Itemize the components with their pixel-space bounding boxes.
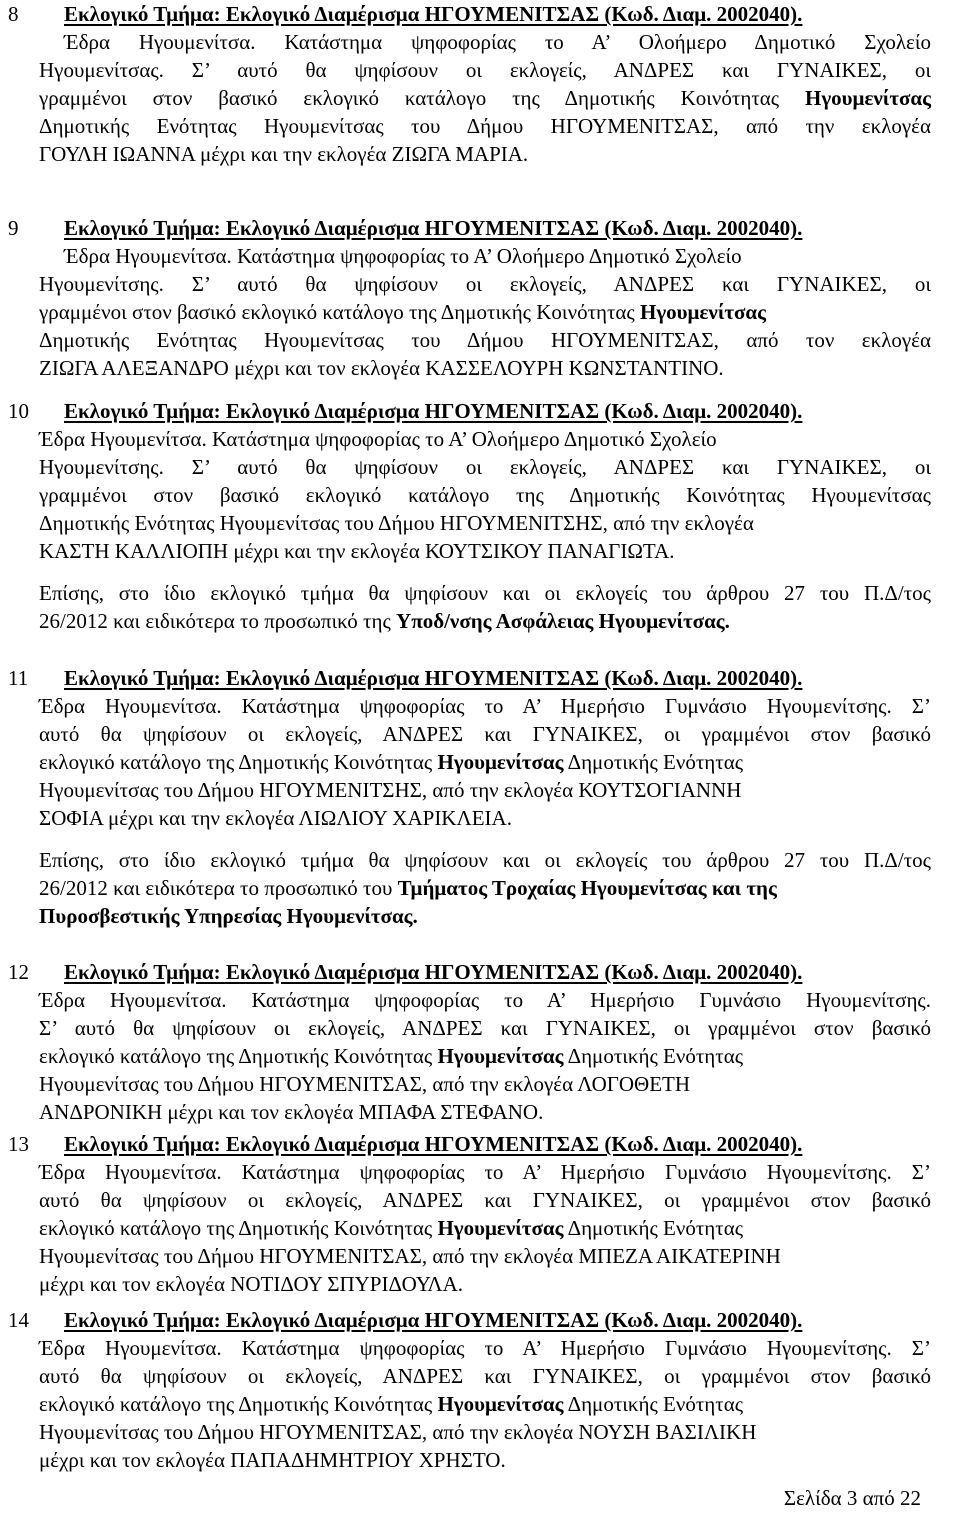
body-line: Ηγουμενίτσας του Δήμου ΗΓΟΥΜΕΝΙΤΣΑΣ, από την εκλογέα ΜΠΕΖΑ ΑΙΚΑΤΕΡΙΝΗ — [39, 1244, 781, 1268]
section-title: Εκλογικό Τμήμα: Εκλογικό Διαμέρισμα ΗΓΟΥΜΕΝΙΤΣΑΣ (Κωδ. Διαμ. 2002040). — [64, 2, 803, 26]
body-line: Δημοτικής Ενότητας — [563, 750, 744, 774]
section-title: Εκλογικό Τμήμα: Εκλογικό Διαμέρισμα ΗΓΟΥΜΕΝΙΤΣΑΣ (Κωδ. Διαμ. 2002040). — [64, 960, 803, 984]
body-line: αυτό θα ψηφίσουν οι εκλογείς, ΑΝΔΡΕΣ και ΓΥΝΑΙΚΕΣ, οι γραμμένοι στον βασικό — [39, 722, 931, 746]
body-line: ΣΟΦΙΑ μέχρι και την εκλογέα ΛΙΩΛΙΟΥ ΧΑΡΙΚΛΕΙΑ. — [39, 806, 512, 830]
body-line: γραμμένοι στον βασικό εκλογικό κατάλογο της Δημοτικής Κοινότητας — [39, 300, 640, 324]
body-line: εκλογικό κατάλογο της Δημοτικής Κοινότητας — [39, 750, 438, 774]
section-number: 9 — [8, 216, 19, 240]
body-line: Έδρα Ηγουμενίτσα. Κατάστημα ψηφοφορίας το Α’ Ολοήμερο Δημοτικό Σχολείο — [39, 427, 717, 451]
section-number: 8 — [8, 2, 19, 26]
community-name-bold: Ηγουμενίτσας — [437, 750, 564, 774]
community-name-bold: Ηγουμενίτσας — [437, 1216, 564, 1240]
body-line: μέχρι και τον εκλογέα ΠΑΠΑΔΗΜΗΤΡΙΟΥ ΧΡΗΣΤΟ. — [39, 1448, 506, 1472]
section-number: 13 — [8, 1132, 29, 1156]
body-line: Ηγουμενίτσης. Σ’ αυτό θα ψηφίσουν οι εκλογείς, ΑΝΔΡΕΣ και ΓΥΝΑΙΚΕΣ, οι — [39, 272, 931, 296]
body-line: Έδρα Ηγουμενίτσα. Κατάστημα ψηφοφορίας το Α’ Ημερήσιο Γυμνάσιο Ηγουμενίτσης. — [39, 988, 931, 1012]
body-line: γραμμένοι στον βασικό εκλογικό κατάλογο της Δημοτικής Κοινότητας — [39, 86, 805, 110]
body-line: εκλογικό κατάλογο της Δημοτικής Κοινότητας — [39, 1216, 438, 1240]
section-body — [39, 1158, 931, 1298]
section-body — [39, 1334, 931, 1474]
service-name-bold: Υποδ/νσης Ασφάλειας Ηγουμενίτσας. — [396, 609, 730, 633]
body-line: Ηγουμενίτσας του Δήμου ΗΓΟΥΜΕΝΙΤΣΗΣ, από την εκλογέα ΚΟΥΤΣΟΓΙΑΝΝΗ — [39, 778, 742, 802]
section-body — [39, 425, 931, 635]
community-name-bold: Ηγουμενίτσας — [804, 86, 931, 110]
body-line: Έδρα Ηγουμενίτσα. Κατάστημα ψηφοφορίας το Α’ Ημερήσιο Γυμνάσιο Ηγουμενίτσης. Σ’ — [39, 1336, 931, 1360]
body-line: ΚΑΣΤΗ ΚΑΛΛΙΟΠΗ μέχρι και την εκλογέα ΚΟΥΤΣΙΚΟΥ ΠΑΝΑΓΙΩΤΑ. — [39, 539, 675, 563]
body-line: Ηγουμενίτσης. Σ’ αυτό θα ψηφίσουν οι εκλογείς, ΑΝΔΡΕΣ και ΓΥΝΑΙΚΕΣ, οι — [39, 455, 931, 479]
body-line: Δημοτικής Ενότητας Ηγουμενίτσας του Δήμου ΗΓΟΥΜΕΝΙΤΣΑΣ, από τον εκλογέα — [39, 328, 931, 352]
extra-voters-line: Επίσης, στο ίδιο εκλογικό τμήμα θα ψηφίσουν και οι εκλογείς του άρθρου 27 του Π.Δ/τος — [39, 848, 931, 872]
section-title: Εκλογικό Τμήμα: Εκλογικό Διαμέρισμα ΗΓΟΥΜΕΝΙΤΣΑΣ (Κωδ. Διαμ. 2002040). — [64, 399, 803, 423]
section-title: Εκλογικό Τμήμα: Εκλογικό Διαμέρισμα ΗΓΟΥΜΕΝΙΤΣΑΣ (Κωδ. Διαμ. 2002040). — [64, 1132, 803, 1156]
body-line: Ηγουμενίτσας του Δήμου ΗΓΟΥΜΕΝΙΤΣΑΣ, από την εκλογέα ΛΟΓΟΘΕΤΗ — [39, 1072, 691, 1096]
section-body — [39, 28, 931, 168]
section-title: Εκλογικό Τμήμα: Εκλογικό Διαμέρισμα ΗΓΟΥΜΕΝΙΤΣΑΣ (Κωδ. Διαμ. 2002040). — [64, 1308, 803, 1332]
extra-voters-line: 26/2012 και ειδικότερα το προσωπικό του — [39, 876, 398, 900]
body-line: Δημοτικής Ενότητας — [563, 1392, 744, 1416]
body-line: Δημοτικής Ενότητας — [563, 1044, 744, 1068]
service-name-bold: Πυροσβεστικής Υπηρεσίας Ηγουμενίτσας. — [39, 904, 418, 928]
body-line: Έδρα Ηγουμενίτσα. Κατάστημα ψηφοφορίας το Α’ Ολοήμερο Δημοτικό Σχολείο — [64, 30, 931, 54]
section-body — [39, 986, 931, 1126]
body-line: ΖΙΩΓΑ ΑΛΕΞΑΝΔΡΟ μέχρι και τον εκλογέα ΚΑΣΣΕΛΟΥΡΗ ΚΩΝΣΤΑΝΤΙΝΟ. — [39, 356, 724, 380]
section-body — [39, 242, 931, 382]
section-title: Εκλογικό Τμήμα: Εκλογικό Διαμέρισμα ΗΓΟΥΜΕΝΙΤΣΑΣ (Κωδ. Διαμ. 2002040). — [64, 666, 803, 690]
section-title: Εκλογικό Τμήμα: Εκλογικό Διαμέρισμα ΗΓΟΥΜΕΝΙΤΣΑΣ (Κωδ. Διαμ. 2002040). — [64, 216, 803, 240]
community-name-bold: Ηγουμενίτσας — [437, 1044, 564, 1068]
body-line: αυτό θα ψηφίσουν οι εκλογείς, ΑΝΔΡΕΣ και ΓΥΝΑΙΚΕΣ, οι γραμμένοι στον βασικό — [39, 1364, 931, 1388]
body-line: γραμμένοι στον βασικό εκλογικό κατάλογο της Δημοτικής Κοινότητας Ηγουμενίτσας — [39, 483, 931, 507]
body-line: Σ’ αυτό θα ψηφίσουν οι εκλογείς, ΑΝΔΡΕΣ και ΓΥΝΑΙΚΕΣ, οι γραμμένοι στον βασικό — [39, 1016, 931, 1040]
section-number: 14 — [8, 1308, 29, 1332]
service-name-bold: Τμήματος Τροχαίας Ηγουμενίτσας και της — [397, 876, 777, 900]
body-line: αυτό θα ψηφίσουν οι εκλογείς, ΑΝΔΡΕΣ και ΓΥΝΑΙΚΕΣ, οι γραμμένοι στον βασικό — [39, 1188, 931, 1212]
body-line: μέχρι και τον εκλογέα ΝΟΤΙΔΟΥ ΣΠΥΡΙΔΟΥΛΑ. — [39, 1272, 464, 1296]
section-number: 12 — [8, 960, 29, 984]
body-line: Έδρα Ηγουμενίτσα. Κατάστημα ψηφοφορίας το Α’ Ημερήσιο Γυμνάσιο Ηγουμενίτσης. Σ’ — [39, 1160, 931, 1184]
body-line: Έδρα Ηγουμενίτσα. Κατάστημα ψηφοφορίας το Α’ Ολοήμερο Δημοτικό Σχολείο — [64, 244, 742, 268]
body-line: Ηγουμενίτσας του Δήμου ΗΓΟΥΜΕΝΙΤΣΑΣ, από την εκλογέα ΝΟΥΣΗ ΒΑΣΙΛΙΚΗ — [39, 1420, 757, 1444]
body-line: εκλογικό κατάλογο της Δημοτικής Κοινότητας — [39, 1392, 438, 1416]
body-line: Δημοτικής Ενότητας Ηγουμενίτσας του Δήμου ΗΓΟΥΜΕΝΙΤΣΗΣ, από την εκλογέα — [39, 511, 754, 535]
body-line: Έδρα Ηγουμενίτσα. Κατάστημα ψηφοφορίας το Α’ Ημερήσιο Γυμνάσιο Ηγουμενίτσης. Σ’ — [39, 694, 931, 718]
body-line: Δημοτικής Ενότητας Ηγουμενίτσας του Δήμου ΗΓΟΥΜΕΝΙΤΣΑΣ, από την εκλογέα — [39, 114, 931, 138]
community-name-bold: Ηγουμενίτσας — [640, 300, 767, 324]
body-line: Δημοτικής Ενότητας — [563, 1216, 744, 1240]
body-line: ΑΝΔΡΟΝΙΚΗ μέχρι και τον εκλογέα ΜΠΑΦΑ ΣΤΕΦΑΝΟ. — [39, 1100, 544, 1124]
body-line: εκλογικό κατάλογο της Δημοτικής Κοινότητας — [39, 1044, 438, 1068]
page-number-footer: Σελίδα 3 από 22 — [783, 1486, 921, 1510]
body-line: Ηγουμενίτσας. Σ’ αυτό θα ψηφίσουν οι εκλογείς, ΑΝΔΡΕΣ και ΓΥΝΑΙΚΕΣ, οι — [39, 58, 931, 82]
section-number: 11 — [8, 666, 29, 690]
extra-voters-line: Επίσης, στο ίδιο εκλογικό τμήμα θα ψηφίσουν και οι εκλογείς του άρθρου 27 του Π.Δ/τος — [39, 581, 931, 605]
body-line: ΓΟΥΛΗ ΙΩΑΝΝΑ μέχρι και την εκλογέα ΖΙΩΓΑ ΜΑΡΙΑ. — [39, 142, 529, 166]
extra-voters-line: 26/2012 και ειδικότερα το προσωπικό της — [39, 609, 397, 633]
section-body — [39, 692, 931, 930]
community-name-bold: Ηγουμενίτσας — [437, 1392, 564, 1416]
section-number: 10 — [8, 399, 29, 423]
